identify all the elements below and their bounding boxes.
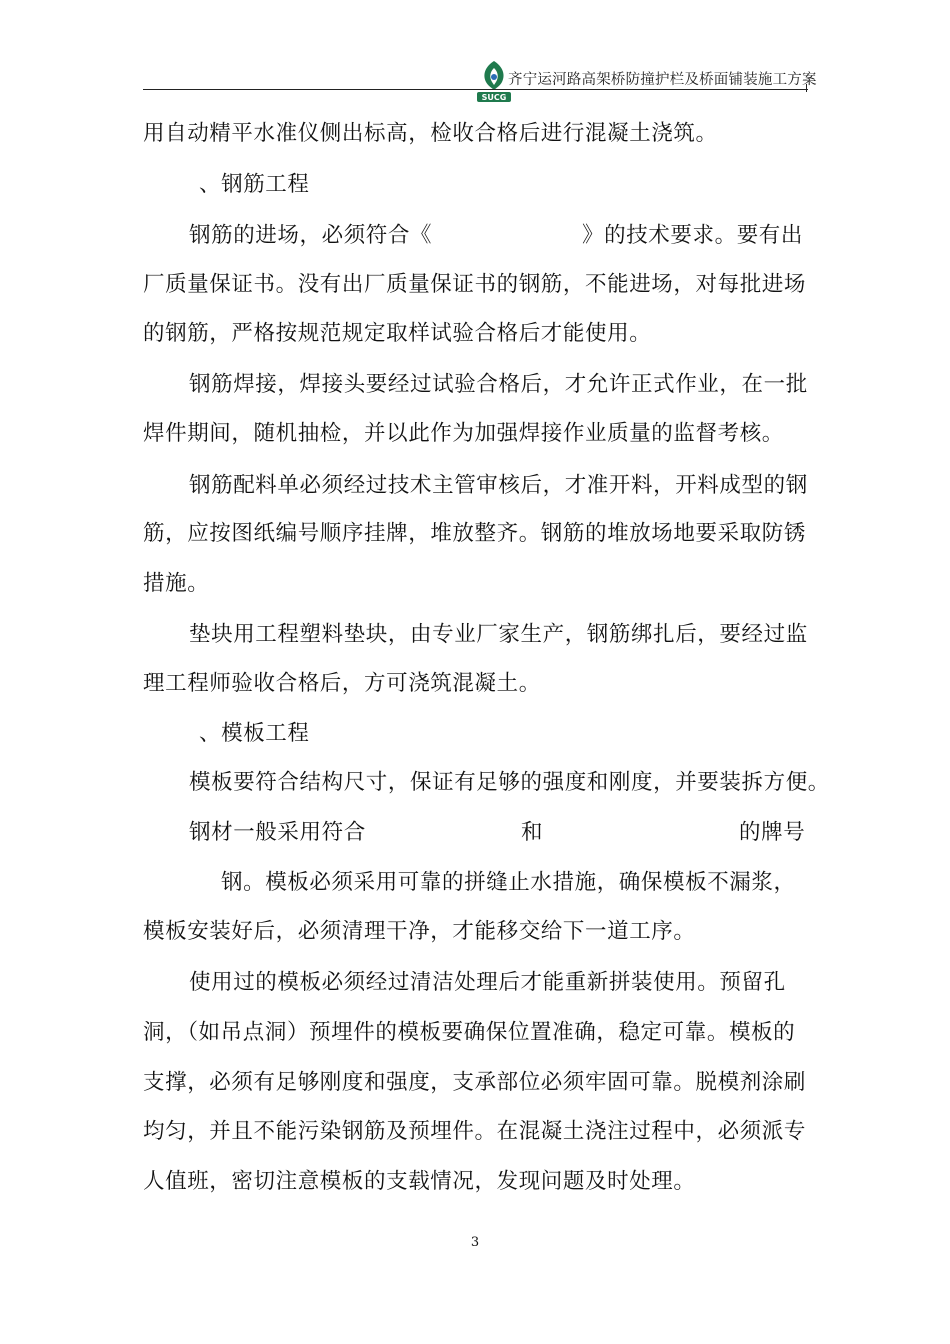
text-line: 钢筋的进场，必须符合《 [189,223,433,248]
page-number: 3 [470,1235,480,1250]
text-line: 洞，（如吊点洞）预埋件的模板要确保位置准确，稳定可靠。模板的 [143,1020,796,1045]
text-line: 人值班，密切注意模板的支载情况，发现问题及时处理。 [143,1169,696,1194]
logo-text: SUCG [481,93,507,102]
text-line: 钢筋配料单必须经过技术主管审核后，才准开料，开料成型的钢 [189,473,808,498]
text-line: 垫块用工程塑料垫块，由专业厂家生产，钢筋绑扎后，要经过监 [189,622,808,647]
text-line: 钢筋焊接，焊接头要经过试验合格后，才允许正式作业，在一批 [189,372,808,397]
text-line: 理工程师验收合格后，方可浇筑混凝土。 [143,671,541,696]
text-line: 支撑，必须有足够刚度和强度，支承部位必须牢固可靠。脱模剂涂刷 [143,1070,807,1095]
text-line: 焊件期间，随机抽检，并以此作为加强焊接作业质量的监督考核。 [143,421,784,446]
text-line: 的钢筋，严格按规范规定取样试验合格后才能使用。 [143,321,652,346]
text-line: 使用过的模板必须经过清洁处理后才能重新拼装使用。预留孔 [189,970,786,995]
text-line: 的牌号 [739,820,806,845]
header-rule [143,89,808,90]
text-line: 模板要符合结构尺寸，保证有足够的强度和刚度，并要装拆方便。 [189,770,830,795]
text-line: 钢材一般采用符合 [189,820,366,845]
header-title: 齐宁运河路高架桥防撞护栏及桥面铺装施工方案 [508,72,817,88]
text-line: 钢。模板必须采用可靠的拼缝止水措施，确保模板不漏浆， [221,870,796,895]
text-line: 和 [521,820,544,845]
text-line: 措施。 [143,571,210,596]
section-heading: 、钢筋工程 [199,172,310,197]
text-line: 厂质量保证书。没有出厂质量保证书的钢筋，不能进场，对每批进场 [143,272,807,297]
header-rule-end [806,84,807,92]
text-line: 模板安装好后，必须清理干净，才能移交给下一道工序。 [143,919,696,944]
section-heading: 、模板工程 [199,721,310,746]
text-line: 》的技术要求。要有出 [582,223,804,248]
text-line: 用自动精平水准仪侧出标高，检收合格后进行混凝土浇筑。 [143,121,718,146]
text-line: 均匀，并且不能污染钢筋及预埋件。在混凝土浇注过程中，必须派专 [143,1119,807,1144]
text-line: 筋，应按图纸编号顺序挂牌，堆放整齐。钢筋的堆放场地要采取防锈 [143,521,807,546]
